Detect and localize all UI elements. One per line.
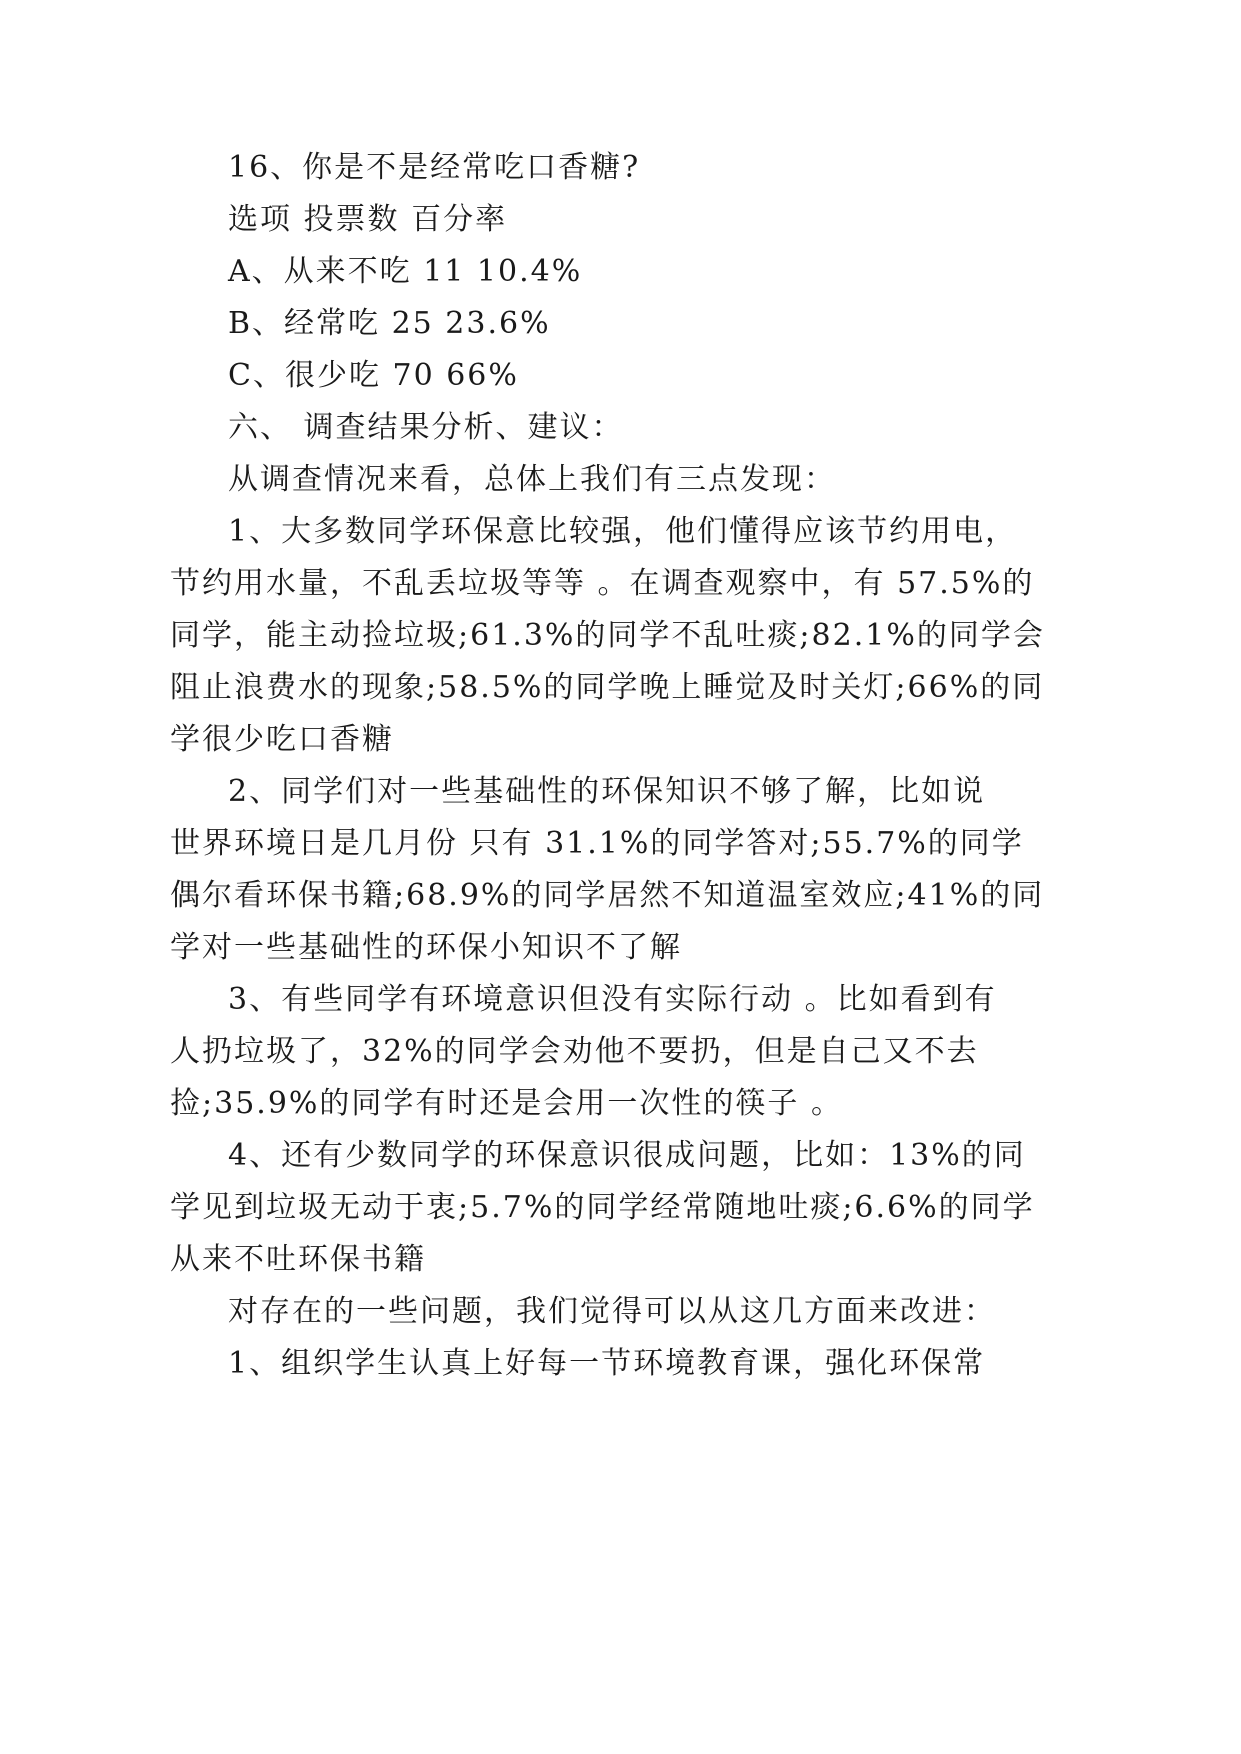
finding-1-line-1: 1、大多数同学环保意比较强，他们懂得应该节约用电， bbox=[228, 514, 1018, 549]
improvement-intro: 对存在的一些问题，我们觉得可以从这几方面来改进： bbox=[228, 1294, 996, 1329]
question-title: 16、你是不是经常吃口香糖? bbox=[228, 150, 641, 185]
table-header: 选项 投票数 百分率 bbox=[228, 202, 508, 237]
improvement-1: 1、组织学生认真上好每一节环境教育课，强化环保常 bbox=[228, 1346, 986, 1381]
finding-4-line-3: 从来不吐环保书籍 bbox=[170, 1242, 426, 1277]
section-heading: 六、 调查结果分析、建议： bbox=[228, 410, 624, 445]
finding-4-line-1: 4、还有少数同学的环保意识很成问题，比如：13%的同 bbox=[228, 1138, 1026, 1173]
finding-2-line-4: 学对一些基础性的环保小知识不了解 bbox=[170, 930, 682, 965]
finding-3-line-3: 捡;35.9%的同学有时还是会用一次性的筷子 。 bbox=[170, 1086, 843, 1121]
finding-3-line-2: 人扔垃圾了，32%的同学会劝他不要扔，但是自己又不去 bbox=[170, 1034, 979, 1069]
option-a: A、从来不吃 11 10.4% bbox=[228, 254, 583, 289]
finding-2-line-1: 2、同学们对一些基础性的环保知识不够了解，比如说 bbox=[228, 774, 986, 809]
finding-1-line-4: 阻止浪费水的现象;58.5%的同学晚上睡觉及时关灯;66%的同 bbox=[170, 670, 1045, 705]
finding-1-line-2: 节约用水量，不乱丢垃圾等等 。在调查观察中，有 57.5%的 bbox=[170, 566, 1035, 601]
finding-3-line-1: 3、有些同学有环境意识但没有实际行动 。比如看到有 bbox=[228, 982, 997, 1017]
finding-2-line-2: 世界环境日是几月份 只有 31.1%的同学答对;55.7%的同学 bbox=[170, 826, 1024, 861]
finding-1-line-3: 同学，能主动捡垃圾;61.3%的同学不乱吐痰;82.1%的同学会 bbox=[170, 618, 1045, 653]
finding-4-line-2: 学见到垃圾无动于衷;5.7%的同学经常随地吐痰;6.6%的同学 bbox=[170, 1190, 1035, 1225]
finding-2-line-3: 偶尔看环保书籍;68.9%的同学居然不知道温室效应;41%的同 bbox=[170, 878, 1045, 913]
paragraph-intro: 从调查情况来看，总体上我们有三点发现： bbox=[228, 462, 836, 497]
option-c: C、很少吃 70 66% bbox=[228, 358, 519, 393]
finding-1-line-5: 学很少吃口香糖 bbox=[170, 722, 394, 757]
option-b: B、经常吃 25 23.6% bbox=[228, 306, 551, 341]
